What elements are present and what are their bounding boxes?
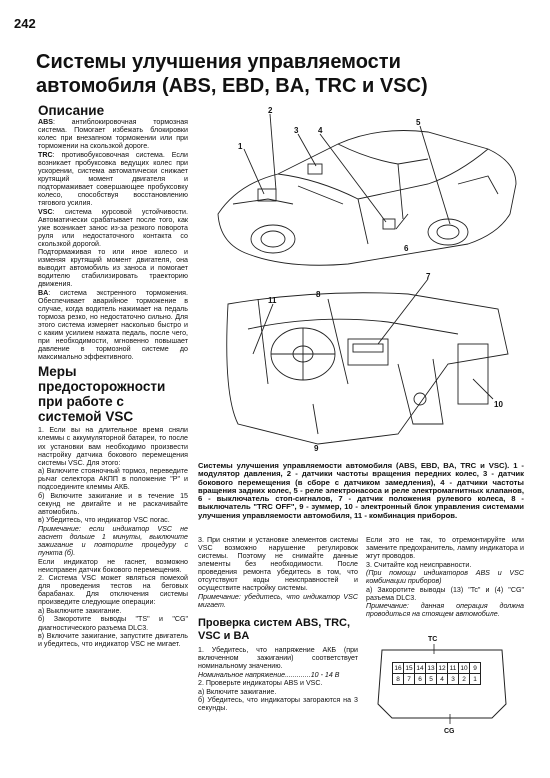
callout-9: 9 xyxy=(314,444,319,453)
precaution-1d: Если индикатор не гаснет, возможно неисправен датчик бокового перемещения. xyxy=(38,557,188,574)
precaution-1b: б) Включите зажигание и в течение 15 секунд не двигайте и не раскачивайте автомобиль. xyxy=(38,491,188,516)
precaution-2c: в) Включите зажигание, запустите двигатель и убедитесь, что индикатор VSC не мигает. xyxy=(38,632,188,649)
check-2b: б) Убедитесь, что индикаторы загораются на 3 секунды. xyxy=(198,696,358,713)
callout-6: 6 xyxy=(404,244,409,253)
callout-10: 10 xyxy=(494,400,503,409)
dlc-pin: 11 xyxy=(448,663,459,674)
dlc-pin: 7 xyxy=(404,674,415,685)
trc-text: : противобуксовочная система. Если возникает пробуксовка ведущих колес при ускорении, система автоматически снижает крутящий момент двигателя и подтормаживает совершающее пробуксовку колесо, способствуя восстановлению тягового усилия. xyxy=(38,150,188,207)
check-text xyxy=(198,646,358,712)
precaution-2a: а) Выключите зажигание. xyxy=(38,606,122,615)
vsc-text: : система курсовой устойчивости. Автоматически срабатывает после того, как уже возникает занос из-за резкого поворота руля или недостаточного контакта со скользкой дорогой. xyxy=(38,207,188,248)
right-column xyxy=(366,536,524,619)
dlc-pin: 10 xyxy=(460,664,468,672)
middle-column xyxy=(198,536,358,713)
right-4: а) Закоротите выводы (13) "Tc" и (4) "CG" разъема DLC3. xyxy=(366,585,524,602)
callout-5: 5 xyxy=(416,118,421,127)
middle-text xyxy=(198,536,358,609)
precaution-3: 3. При снятии и установке элементов системы VSC возможно нарушение регулировок системы. Поэтому не снимайте данные элементы без необходимости. После проведения ремонта убедитесь в том, что отсутствуют коды неисправностей и осуществите настройку системы. xyxy=(198,536,358,593)
dlc-pin: 13 xyxy=(427,664,435,672)
callout-4: 4 xyxy=(318,126,323,135)
check-1: 1. Убедитесь, что напряжение АКБ (при включенном зажигании) соответствует номинальному значению. xyxy=(198,645,358,671)
dlc-cg-label: CG xyxy=(444,728,455,735)
dlc-pin: 1 xyxy=(470,674,481,685)
right-text xyxy=(366,536,524,618)
dlc-pin: 5 xyxy=(426,674,437,685)
abs-term: ABS xyxy=(38,118,53,126)
callout-8: 8 xyxy=(316,290,321,299)
check-2: 2. Проверьте индикаторы ABS и VSC. xyxy=(198,679,323,688)
precaution-1c: в) Убедитесь, что индикатор VSC погас. xyxy=(38,516,170,525)
ba-text: : система экстренного торможения. Обеспечивает аварийное торможение в случае, когда водитель нажимает на педаль тормоза резко, но недостаточно сильно. Для этого система измеряет насколько быстро и с каким усилием нажата педаль, после чего, при необходимости, мгновенно повышает давление в тормозной системе до максимально эффективного. xyxy=(38,288,188,362)
dlc-pin: 4 xyxy=(437,674,448,685)
callout-1: 1 xyxy=(238,142,243,151)
right-1: Если это не так, то отремонтируйте или замените предохранитель, лампу индикатора и жгут проводов. xyxy=(366,536,524,561)
heading-description: Описание xyxy=(38,103,105,118)
page-title: Системы улучшения управляемости автомобиля (ABS, EBD, BA, TRC и VSC) xyxy=(36,51,428,97)
dlc3-connector-diagram xyxy=(372,636,512,756)
check-1-nominal: Номинальное напряжение.............10 - 14 В xyxy=(198,670,340,679)
precaution-1: 1. Если вы на длительное время сняли клеммы с аккумуляторной батареи, то после их установки вам необходимо произвести настройку датчика бокового перемещения системы VSC. Для этого: xyxy=(38,426,188,467)
dlc-pin: 12 xyxy=(438,664,446,672)
ba-term: BA xyxy=(38,288,49,297)
precaution-1a: а) Включите стояночный тормоз, переведите рычаг селектора АКПП в положение "P" и подсоедините клеммы АКБ. xyxy=(38,467,188,492)
dlc-pin: 3 xyxy=(448,674,459,685)
callout-2: 2 xyxy=(268,106,273,115)
right-2: 3. Считайте код неисправности. xyxy=(366,560,472,569)
dlc-pin: 8 xyxy=(393,674,404,685)
right-3: (При помощи индикаторов ABS и VSC комбинации приборов) xyxy=(366,569,524,586)
system-components-figure xyxy=(198,104,524,460)
dlc-pin: 14 xyxy=(416,664,424,672)
precaution-2: 2. Система VSC может являться помехой для проведения тестов на беговых барабанах. Для отключения системы произведите следующие операции: xyxy=(38,574,188,607)
note-1: Примечание: если индикатор VSC не гаснет дольше 1 минуты, выключите зажигание и повторите процедуру с пункта (б). xyxy=(38,524,188,558)
dlc-pin: 2 xyxy=(459,674,470,685)
vsc-text-2: Подтормаживая то или иное колесо и изменяя крутящий момент двигателя, она выводит автомобиль из заноса и помогает водителю стабилизировать траекторию движения. xyxy=(38,248,188,289)
precautions-text xyxy=(38,426,188,648)
heading-precautions: Меры предосторожности при работе с системой VSC xyxy=(38,364,166,425)
callout-3: 3 xyxy=(294,126,299,135)
dlc-pin-table xyxy=(392,662,481,685)
check-2a: а) Включите зажигание. xyxy=(198,687,277,696)
dlc-pin: 9 xyxy=(470,663,481,674)
heading-check: Проверка систем ABS, TRC, VSC и BA xyxy=(198,616,351,642)
left-column xyxy=(38,103,188,649)
car-illustration xyxy=(198,104,524,460)
trc-term: TRC xyxy=(38,150,53,159)
note-2: Примечание: убедитесь, что индикатор VSC мигает. xyxy=(198,592,358,609)
precaution-2b: б) Закоротите выводы "TS" и "CG" диагностического разъема DLC3. xyxy=(38,615,188,632)
note-3: Примечание: данная операция должна проводиться на стоящем автомобиле. xyxy=(366,602,524,619)
page-number: 242 xyxy=(14,16,36,31)
vsc-term: VSC xyxy=(38,207,53,216)
callout-11: 11 xyxy=(268,296,277,305)
figure-caption: Системы улучшения управляемости автомобиля (ABS, EBD, BA, TRC и VSC). 1 - модулятор давления, 2 - датчики частоты вращения передних колес, 3 - датчик бокового перемещения (в сборе с датчиком замедления), 4 - датчики частоты вращения задних колес, 5 - реле электронасоса и реле электромагнитных клапанов, 6 - выключатель стоп-сигналов, 7 - датчик положения рулевого колеса, 8 - выключатель "TRC OFF", 9 - зуммер, 10 - электронный блок управления системами улучшения управляемости автомобиля, 11 - комбинация приборов. xyxy=(198,461,524,520)
dlc-pin: 15 xyxy=(405,664,413,672)
dlc-pin: 6 xyxy=(415,674,426,685)
callout-7: 7 xyxy=(426,272,431,281)
description-text xyxy=(38,118,188,361)
dlc-tc-label: TC xyxy=(428,636,438,643)
abs-text: : антиблокировочная тормозная система. Помогает избежать блокировки колес при внезапном торможении или при торможении на скользкой дороге. xyxy=(38,118,188,151)
dlc-pin: 16 xyxy=(394,664,402,672)
